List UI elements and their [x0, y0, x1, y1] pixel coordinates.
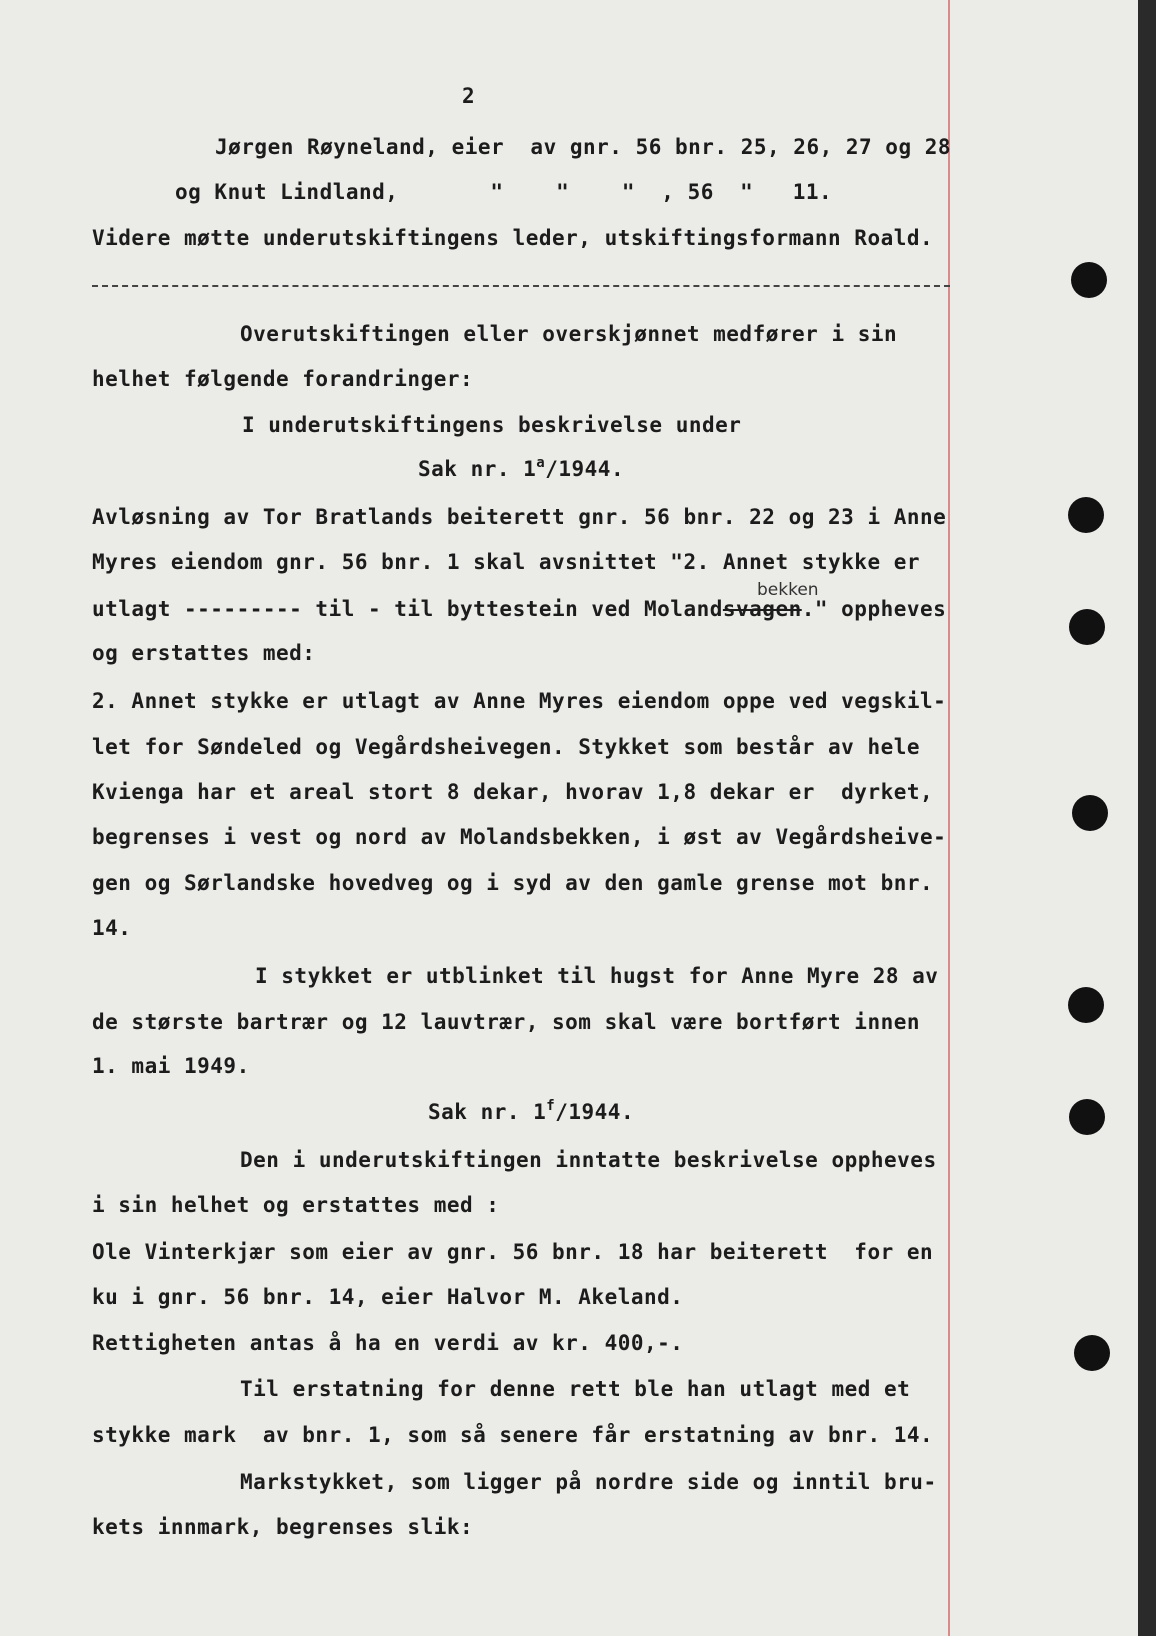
- text-line: Myres eiendom gnr. 56 bnr. 1 skal avsnittet "2. Annet stykke er: [92, 550, 921, 574]
- punch-hole: [1074, 1335, 1110, 1371]
- text-line: Ole Vinterkjær som eier av gnr. 56 bnr. 18 har beiterett for en: [92, 1240, 934, 1264]
- text-line: Rettigheten antas å ha en verdi av kr. 400,-.: [92, 1331, 684, 1355]
- text-line: Til erstatning for denne rett ble han utlagt med et: [240, 1377, 911, 1401]
- text-line: Videre møtte underutskiftingens leder, utskiftingsformann Roald.: [92, 226, 934, 250]
- text-line: I stykket er utblinket til hugst for Anne Myre 28 av: [255, 964, 939, 988]
- text-line: og Knut Lindland, " " " , 56 " 11.: [175, 180, 833, 204]
- text-line: og erstattes med:: [92, 641, 316, 665]
- punch-hole: [1069, 1099, 1105, 1135]
- page-number: 2: [462, 84, 476, 108]
- text-line: helhet følgende forandringer:: [92, 367, 474, 391]
- text-line: I underutskiftingens beskrivelse under: [242, 413, 742, 437]
- text-line: Kvienga har et areal stort 8 dekar, hvorav 1,8 dekar er dyrket,: [92, 780, 934, 804]
- punch-hole: [1072, 795, 1108, 831]
- dashed-separator: [92, 285, 950, 287]
- text-line: Den i underutskiftingen inntatte beskrivelse oppheves: [240, 1148, 937, 1172]
- punch-hole: [1071, 262, 1107, 298]
- margin-line: [948, 0, 950, 1636]
- text-line: 2. Annet stykke er utlagt av Anne Myres eiendom oppe ved vegskil-: [92, 689, 947, 713]
- text-line: i sin helhet og erstattes med :: [92, 1193, 500, 1217]
- text-line: de største bartrær og 12 lauvtrær, som skal være bortført innen: [92, 1010, 921, 1034]
- case-heading: Sak nr. 1$^a$/1944.: [418, 455, 625, 481]
- text-line: begrenses i vest og nord av Molandsbekken, i øst av Vegårdsheive-: [92, 825, 947, 849]
- text-line: ku i gnr. 56 bnr. 14, eier Halvor M. Akeland.: [92, 1285, 684, 1309]
- text-line: gen og Sørlandske hovedveg og i syd av den gamle grense mot bnr.: [92, 871, 934, 895]
- text-line: Jørgen Røyneland, eier av gnr. 56 bnr. 25, 26, 27 og 28: [215, 135, 952, 159]
- text-line: let for Søndeled og Vegårdsheivegen. Stykket som består av hele: [92, 735, 921, 759]
- text-line: 14.: [92, 916, 132, 940]
- punch-hole: [1068, 987, 1104, 1023]
- text-line: Avløsning av Tor Bratlands beiterett gnr. 56 bnr. 22 og 23 i Anne: [92, 505, 947, 529]
- text-line: Overutskiftingen eller overskjønnet medfører i sin: [240, 322, 898, 346]
- handwritten-insert: bekken: [757, 580, 819, 600]
- text-line: Markstykket, som ligger på nordre side og inntil bru-: [240, 1470, 937, 1494]
- case-heading: Sak nr. 1$^f$/1944.: [428, 1098, 635, 1124]
- text-line: kets innmark, begrenses slik:: [92, 1515, 474, 1539]
- punch-hole: [1068, 497, 1104, 533]
- text-line: 1. mai 1949.: [92, 1054, 250, 1078]
- punch-hole: [1069, 609, 1105, 645]
- text-line: utlagt --------- til - til byttestein ved Molandsvagen." oppheves: [92, 597, 947, 621]
- text-line: stykke mark av bnr. 1, som så senere får erstatning av bnr. 14.: [92, 1423, 934, 1447]
